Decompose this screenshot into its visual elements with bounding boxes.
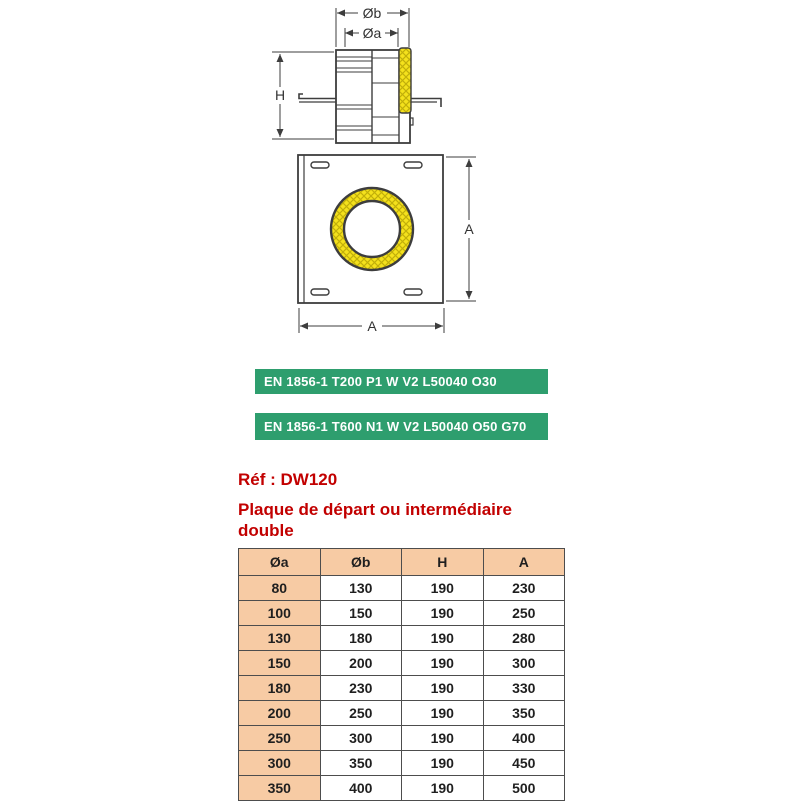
table-cell: 190 — [402, 576, 484, 601]
dimensions-table — [238, 548, 565, 801]
table-cell: 180 — [320, 626, 402, 651]
dim-label-h: H — [274, 87, 286, 103]
table-cell: 300 — [320, 726, 402, 751]
table-cell: 190 — [402, 601, 484, 626]
table-row — [239, 626, 565, 651]
table-cell: 250 — [239, 726, 321, 751]
center-hole — [344, 201, 400, 257]
dim-label-oa: Øa — [362, 25, 382, 41]
header-cell-h: H — [402, 549, 484, 576]
table-cell: 130 — [320, 576, 402, 601]
table-row — [239, 726, 565, 751]
table-cell: 250 — [483, 601, 565, 626]
table-row — [239, 676, 565, 701]
table-cell: 180 — [239, 676, 321, 701]
insulation-strip — [399, 48, 411, 113]
product-reference: Réf : DW120 — [238, 470, 338, 489]
table-row — [239, 601, 565, 626]
table-row — [239, 651, 565, 676]
table-cell: 200 — [239, 701, 321, 726]
table-cell: 500 — [483, 776, 565, 801]
certification-banner-1 — [255, 369, 548, 394]
table-cell: 100 — [239, 601, 321, 626]
table-cell: 190 — [402, 726, 484, 751]
flange-right — [410, 99, 441, 108]
header-cell-ob: Øb — [320, 549, 402, 576]
header-cell-a: A — [483, 549, 565, 576]
product-title: Plaque de départ ou intermédiaire double — [238, 500, 512, 541]
table-cell: 130 — [239, 626, 321, 651]
header-cell-oa: Øa — [239, 549, 321, 576]
table-row — [239, 776, 565, 801]
table-cell: 190 — [402, 651, 484, 676]
table-cell: 200 — [320, 651, 402, 676]
table-cell: 190 — [402, 626, 484, 651]
dim-label-a-bottom: A — [367, 318, 377, 334]
plate-drawing — [298, 155, 443, 303]
table-cell: 150 — [239, 651, 321, 676]
table-cell: 80 — [239, 576, 321, 601]
table-cell: 350 — [239, 776, 321, 801]
dim-label-a-right: A — [464, 221, 474, 237]
pipe-section-drawing — [299, 48, 441, 143]
certification-text-2: EN 1856-1 T600 N1 W V2 L50040 O50 G70 — [264, 419, 527, 434]
table-cell: 190 — [402, 751, 484, 776]
table-cell: 350 — [320, 751, 402, 776]
table-cell: 400 — [483, 726, 565, 751]
table-cell: 330 — [483, 676, 565, 701]
dim-label-ob: Øb — [362, 5, 382, 21]
table-cell: 280 — [483, 626, 565, 651]
technical-drawing — [0, 0, 800, 350]
table-cell: 250 — [320, 701, 402, 726]
table-cell: 190 — [402, 776, 484, 801]
flange-left — [299, 94, 336, 99]
certification-text-1: EN 1856-1 T200 P1 W V2 L50040 O30 — [264, 374, 497, 389]
table-cell: 350 — [483, 701, 565, 726]
table-cell: 230 — [320, 676, 402, 701]
table-cell: 230 — [483, 576, 565, 601]
table-cell: 450 — [483, 751, 565, 776]
certification-banner-2 — [255, 413, 548, 440]
table-row — [239, 701, 565, 726]
table-cell: 300 — [483, 651, 565, 676]
table-row — [239, 576, 565, 601]
table-cell: 400 — [320, 776, 402, 801]
table-cell: 190 — [402, 676, 484, 701]
table-header-row — [239, 549, 565, 576]
table-cell: 150 — [320, 601, 402, 626]
table-cell: 300 — [239, 751, 321, 776]
drawing-svg — [0, 0, 800, 350]
table-row — [239, 751, 565, 776]
table-cell: 190 — [402, 701, 484, 726]
